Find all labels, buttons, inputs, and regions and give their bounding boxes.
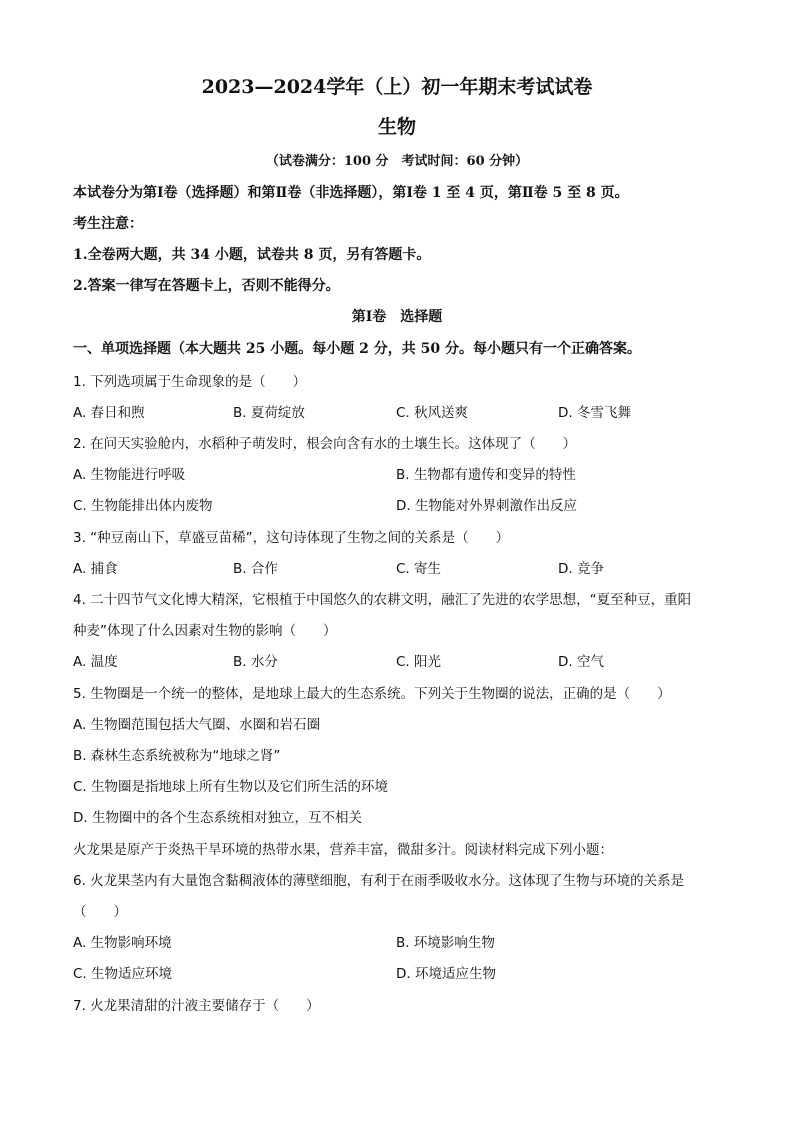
question-1-stem: 1. 下列选项属于生命现象的是（ ） — [73, 374, 307, 390]
question-1-option-c: C. 秋风送爽 — [396, 405, 469, 421]
question-6-option-a: A. 生物影响环境 — [73, 935, 172, 951]
note-2: 2.答案一律写在答题卡上，否则不能得分。 — [73, 278, 340, 294]
note-1: 1.全卷两大题，共 34 小题，试卷共 8 页，另有答题卡。 — [73, 247, 431, 263]
question-5-option-a: A. 生物圈范围包括大气圈、水圈和岩石圈 — [73, 717, 321, 733]
notice-title: 考生注意： — [73, 216, 143, 232]
question-6-option-d: D. 环境适应生物 — [396, 966, 496, 982]
question-7-stem: 7. 火龙果清甜的汁液主要储存于（ ） — [73, 998, 320, 1014]
question-6-option-b: B. 环境影响生物 — [396, 935, 495, 951]
question-4-stem-cont: 种麦”体现了什么因素对生物的影响（ ） — [73, 623, 337, 639]
question-4-option-a: A. 温度 — [73, 654, 118, 670]
question-6-stem: 6. 火龙果茎内有大量饱含黏稠液体的薄壁细胞，有利于在雨季吸收水分。这体现了生物与环境的关系是 — [73, 873, 685, 889]
question-2-option-c: C. 生物能排出体内废物 — [73, 498, 213, 514]
question-1-option-d: D. 冬雪飞舞 — [558, 405, 631, 421]
question-5-option-d: D. 生物圈中的各个生态系统相对独立，互不相关 — [73, 810, 362, 826]
question-2-option-b: B. 生物都有遗传和变异的特性 — [396, 467, 576, 483]
question-5-option-c: C. 生物圈是指地球上所有生物以及它们所生活的环境 — [73, 779, 389, 795]
question-4-option-c: C. 阳光 — [396, 654, 442, 670]
question-5-stem: 5. 生物圈是一个统一的整体，是地球上最大的生态系统。下列关于生物圈的说法，正确的是（ ） — [73, 686, 671, 702]
intro-text: 本试卷分为第Ⅰ卷（选择题）和第Ⅱ卷（非选择题），第Ⅰ卷 1 至 4 页，第Ⅱ卷 5 至 8 页。 — [73, 185, 629, 201]
question-6-stem-cont: （ ） — [73, 904, 127, 920]
question-5-option-b: B. 森林生态系统被称为“地球之肾” — [73, 748, 281, 764]
question-4-stem: 4. 二十四节气文化博大精深，它根植于中国悠久的农耕文明，融汇了先进的农学思想，“夏至种豆，重阳 — [73, 592, 692, 608]
subject-title: 生物 — [377, 116, 416, 138]
reading-material: 火龙果是原产于炎热干旱环境的热带水果，营养丰富，微甜多汁。阅读材料完成下列小题： — [73, 842, 613, 858]
question-3-stem: 3. “种豆南山下，草盛豆苗稀”，这句诗体现了生物之间的关系是（ ） — [73, 530, 510, 546]
exam-title: 2023—2024学年（上）初一年期末考试试卷 — [201, 76, 593, 98]
question-6-option-c: C. 生物适应环境 — [73, 966, 173, 982]
question-3-option-b: B. 合作 — [233, 561, 278, 577]
question-4-option-b: B. 水分 — [233, 654, 278, 670]
question-3-option-d: D. 竞争 — [558, 561, 604, 577]
exam-info: （试卷满分：100 分 考试时间：60 分钟） — [265, 154, 529, 169]
question-3-option-c: C. 寄生 — [396, 561, 442, 577]
question-2-stem: 2. 在问天实验舱内，水稻种子萌发时，根会向含有水的土壤生长。这体现了（ ） — [73, 436, 577, 452]
section-title: 第Ⅰ卷 选择题 — [351, 309, 443, 325]
question-2-option-d: D. 生物能对外界刺激作出反应 — [396, 498, 577, 514]
question-3-option-a: A. 捕食 — [73, 561, 118, 577]
question-2-option-a: A. 生物能进行呼吸 — [73, 467, 186, 483]
part-title: 一、单项选择题（本大题共 25 小题。每小题 2 分，共 50 分。每小题只有一个正确答案。 — [73, 341, 641, 357]
question-4-option-d: D. 空气 — [558, 654, 604, 670]
question-1-option-b: B. 夏荷绽放 — [233, 405, 305, 421]
question-1-option-a: A. 春日和煦 — [73, 405, 145, 421]
